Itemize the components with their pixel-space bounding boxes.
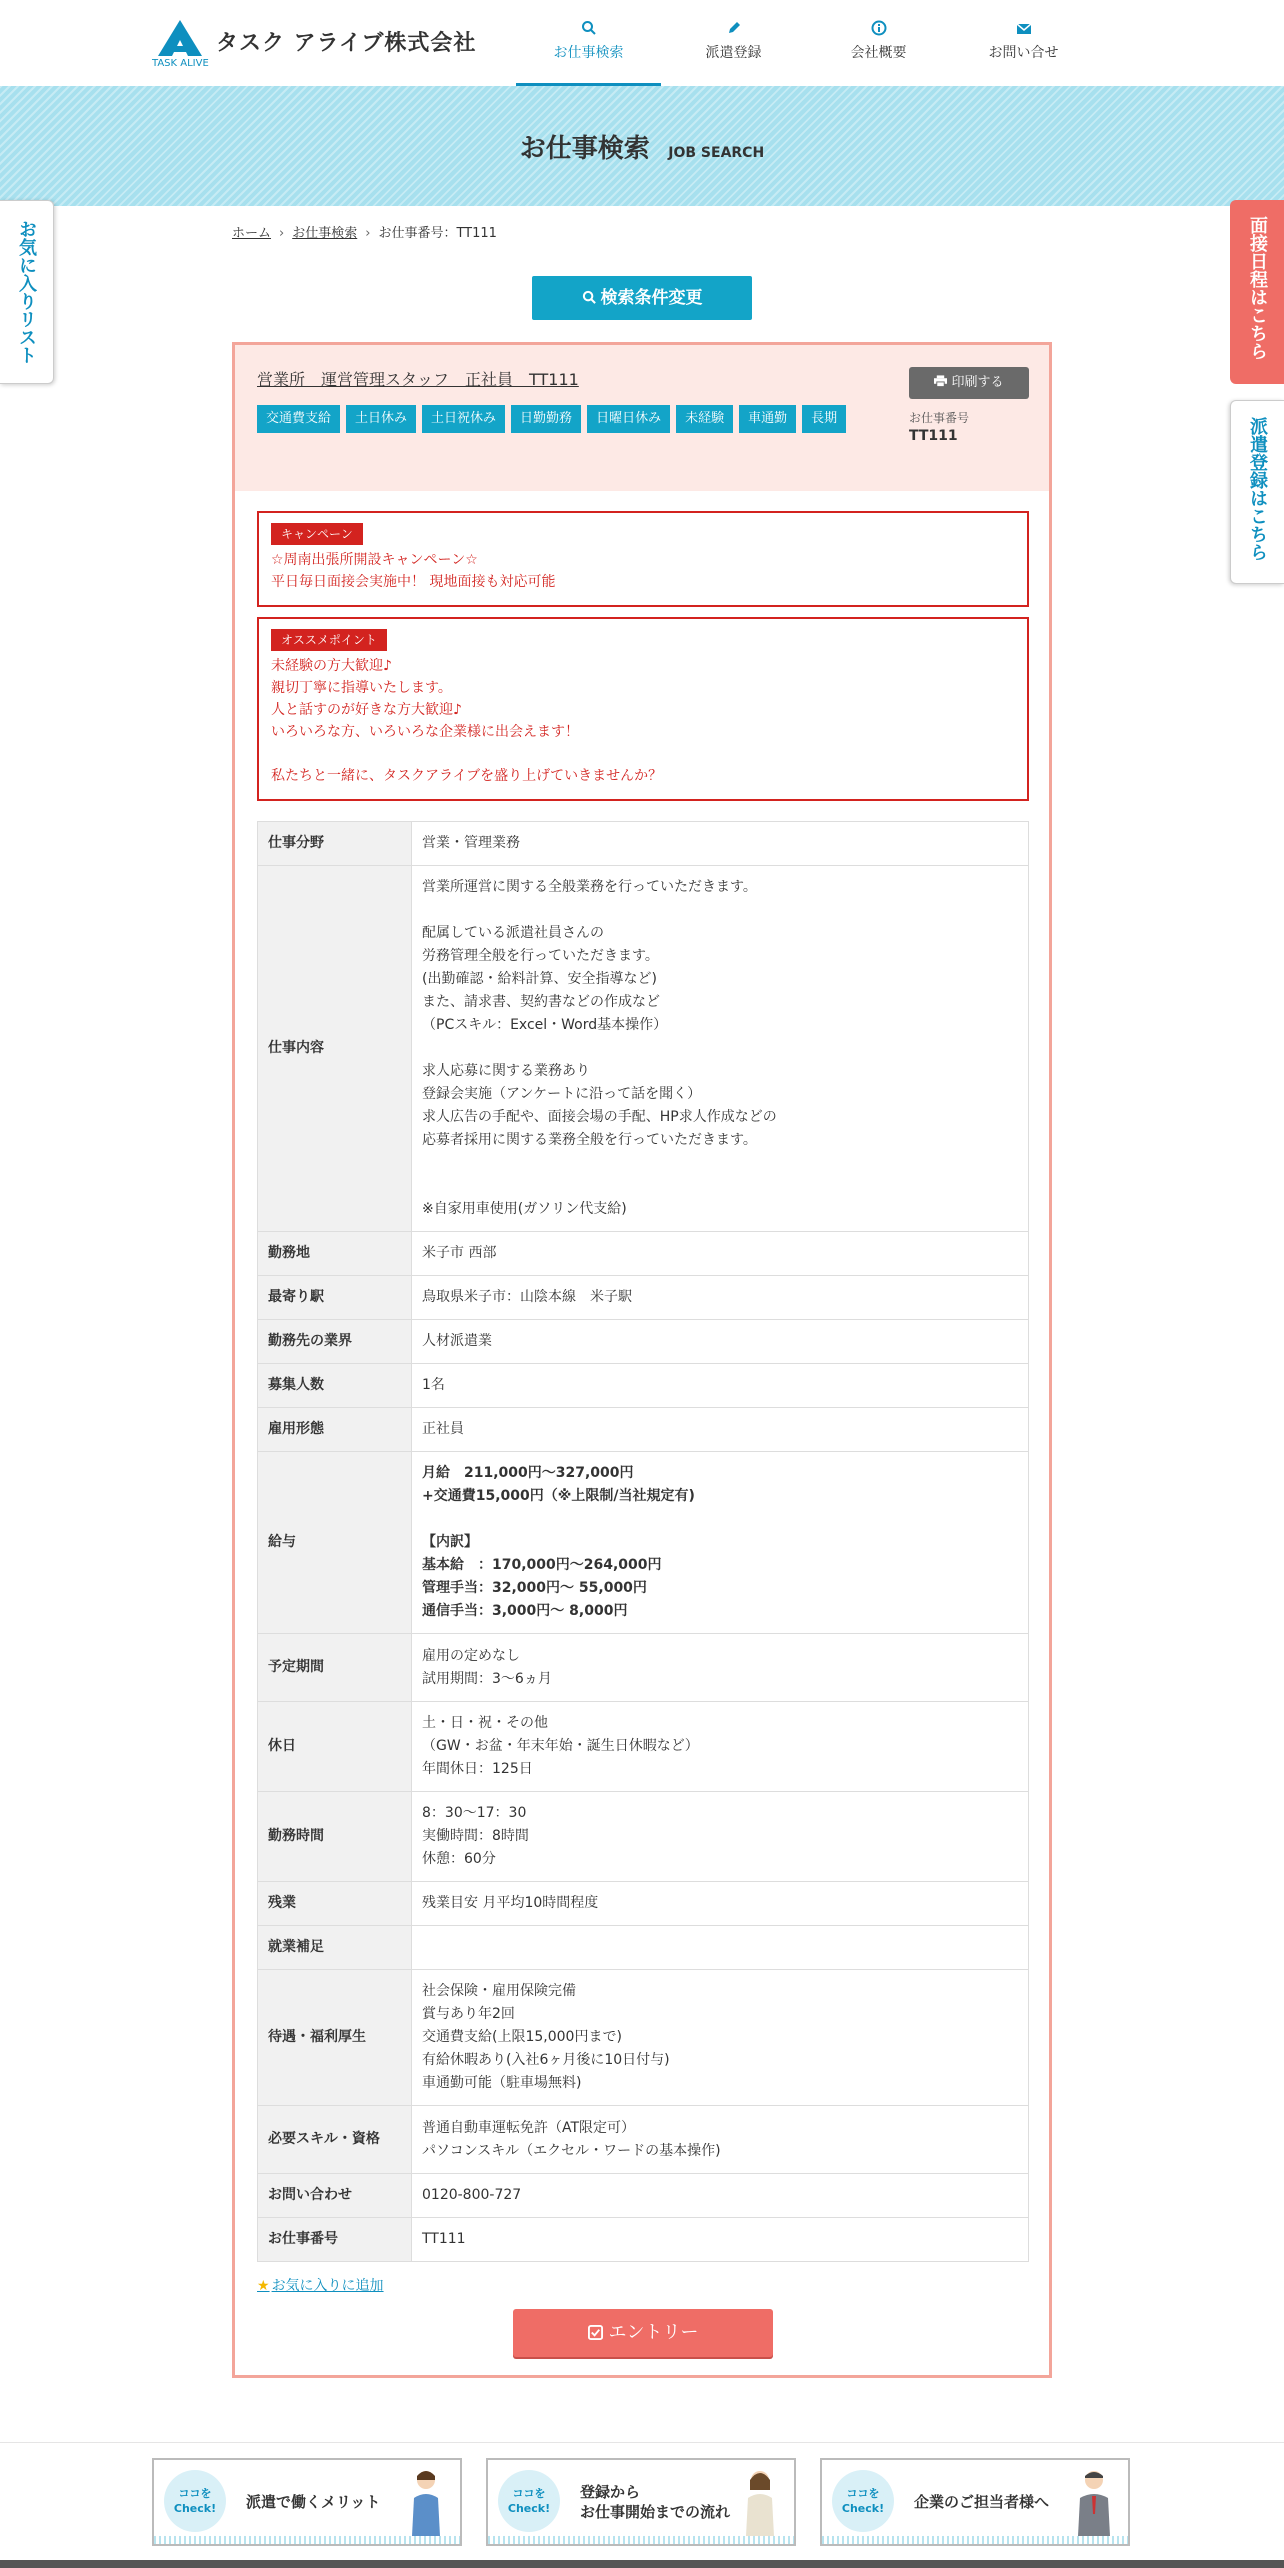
job-tag: 日曜日休み [587,405,670,433]
salary-line: 基本給 ：170,000円～264,000円 [422,1557,662,1573]
job-card-header [235,345,1049,491]
row-label: 勤務時間 [258,1792,412,1882]
table-row [258,2106,1029,2174]
row-label: お問い合わせ [258,2174,412,2218]
campaign-line: 平日毎日面接会実施中！ 現地面接も対応可能 [271,574,556,590]
mail-icon [951,20,1096,42]
recommend-point-line: 親切丁寧に指導いたします。 [271,680,452,696]
nav-company[interactable] [806,0,951,86]
period-line: 試用期間：3～6ヵ月 [422,1670,552,1687]
content-line: 登録会実施（アンケートに沿って話を聞く） [422,1086,702,1102]
row-value [412,1452,1029,1634]
content-line: また、請求書、契約書などの作成など [422,994,660,1010]
checkbox-icon [588,2325,603,2340]
row-label: 必要スキル・資格 [258,2106,412,2174]
row-value [412,1926,1029,1970]
banner-line: 企業のご担当者様へ [914,2493,1050,2511]
table-row [258,2174,1029,2218]
table-row [258,822,1029,866]
content-line [422,1037,1018,1060]
table-row [258,866,1029,1232]
table-row [258,1702,1029,1792]
content-line: 応募者採用に関する業務全般を行っていただきます。 [422,1132,757,1148]
footer-divider [0,2442,1284,2443]
table-row [258,1232,1029,1276]
footer-bar [0,2560,1284,2568]
nav-label: お仕事検索 [553,45,624,61]
hours-line: 休憩：60分 [422,1851,496,1867]
person-illustration-icon [1074,2466,1114,2536]
content-line: 営業所運営に関する全般業務を行っていただきます。 [422,879,757,895]
nav-label: お問い合せ [988,45,1059,61]
favorites-list-tab[interactable]: お気に入りリスト [0,200,54,384]
row-value: TT111 [412,2218,1029,2262]
job-tag: 土日祝休み [422,405,505,433]
job-detail-table [257,821,1029,2262]
check-badge: ココを Check! [832,2470,894,2532]
star-icon: ★ [257,2278,270,2294]
job-number-label: お仕事番号 [909,411,970,425]
banner-label [580,2460,730,2544]
job-card [232,342,1052,2378]
job-tag: 土日休み [346,405,416,433]
campaign-box [257,511,1029,607]
row-label: 最寄り駅 [258,1276,412,1320]
recommend-point-label: オススメポイント [271,629,387,651]
breadcrumb-current: お仕事番号：TT111 [378,226,497,241]
holiday-line: （GW・お盆・年末年始・誕生日休暇など） [422,1738,699,1754]
hours-line: 実働時間：8時間 [422,1828,529,1844]
row-value [412,866,1029,1232]
row-label: 雇用形態 [258,1408,412,1452]
content-line: ※自家用車使用(ガソリン代支給) [422,1201,627,1217]
table-row [258,1364,1029,1408]
holiday-line: 年間休日：125日 [422,1761,533,1777]
row-value: 鳥取県米子市：山陰本線 米子駅 [412,1276,1029,1320]
row-value [412,1970,1029,2106]
job-number-value: TT111 [909,428,958,444]
campaign-line: ☆周南出張所開設キャンペーン☆ [271,552,478,568]
person-illustration-icon [406,2466,446,2536]
row-value: 営業・管理業務 [412,822,1029,866]
recommend-point-line: 人と話すのが好きな方大歓迎♪ [271,702,462,718]
pencil-icon [661,20,806,42]
banner-line: 派遣で働くメリット [246,2493,381,2511]
table-row [258,1320,1029,1364]
recommend-point-line: 未経験の方大歓迎♪ [271,658,392,674]
search-icon [516,20,661,42]
banner-line: 登録から [580,2483,641,2501]
salary-line: 通信手当：3,000円～ 8,000円 [422,1603,628,1619]
content-line: （PCスキル：Excel・Word基本操作） [422,1017,668,1033]
job-tag: 長期 [802,405,846,433]
main-nav [516,0,1096,86]
salary-line [422,1508,1018,1531]
check-badge: ココを Check! [498,2470,560,2532]
row-label: 仕事内容 [258,866,412,1232]
table-row [258,1634,1029,1702]
content-line [422,899,1018,922]
row-value: 米子市 西部 [412,1232,1029,1276]
row-value: 人材派遣業 [412,1320,1029,1364]
row-value: 正社員 [412,1408,1029,1452]
row-label: 勤務地 [258,1232,412,1276]
row-label: 勤務先の業界 [258,1320,412,1364]
benefits-line: 社会保険・雇用保険完備 [422,1983,576,1999]
nav-job-search[interactable] [516,0,661,86]
company-banner[interactable] [820,2458,1130,2546]
banner-label [246,2460,380,2544]
printer-icon [934,375,947,387]
content-line [422,1152,1018,1175]
table-row [258,1452,1029,1634]
salary-line: 【内訳】 [422,1534,478,1550]
page-title [0,128,1284,165]
content-line: 求人応募に関する業務あり [422,1063,590,1079]
holiday-line: 土・日・祝・その他 [422,1715,548,1731]
row-label: 休日 [258,1702,412,1792]
search-change-label: 検索条件変更 [600,288,703,308]
chevron-right-icon: › [279,226,285,241]
content-line: (出勤確認・給料計算、安全指導など) [422,971,657,987]
benefits-line: 車通勤可能（駐車場無料) [422,2075,582,2091]
job-title[interactable]: 営業所 運営管理スタッフ 正社員 TT111 [257,370,579,389]
banner-line: お仕事開始までの流れ [580,2503,731,2521]
row-label: 待遇・福利厚生 [258,1970,412,2106]
search-change-button[interactable] [532,276,752,320]
row-label: 給与 [258,1452,412,1634]
check-badge: ココを Check! [164,2470,226,2532]
footer-banners [152,2458,1132,2550]
salary-line: 管理手当：32,000円～ 55,000円 [422,1580,647,1596]
row-label: 就業補足 [258,1926,412,1970]
site-header [0,0,1284,86]
job-tag: 交通費支給 [257,405,340,433]
logo-text: タスク アライブ株式会社 [216,31,477,56]
row-label: 予定期間 [258,1634,412,1702]
skills-line: 普通自動車運転免許（AT限定可） [422,2119,636,2136]
add-favorite-link[interactable] [257,2275,384,2295]
campaign-label: キャンペーン [271,523,363,545]
row-value: 1名 [412,1364,1029,1408]
print-label: 印刷する [951,375,1004,390]
row-label: 仕事分野 [258,822,412,866]
table-row [258,1408,1029,1452]
nav-label: 派遣登録 [705,45,762,61]
benefits-line: 賞与あり年2回 [422,2006,515,2022]
site-logo[interactable] [152,18,477,72]
content-line: 労務管理全般を行っていただきます。 [422,948,659,964]
person-illustration-icon [740,2466,780,2536]
row-value: 残業目安 月平均10時間程度 [412,1882,1029,1926]
row-label: お仕事番号 [258,2218,412,2262]
print-button[interactable] [909,367,1029,399]
row-label: 残業 [258,1882,412,1926]
hours-line: 8：30～17：30 [422,1805,527,1821]
breadcrumb-home[interactable]: ホーム [232,226,272,241]
page-banner [0,86,1284,206]
job-tags [257,405,867,433]
nav-contact[interactable] [951,0,1096,86]
add-favorite-label: お気に入りに追加 [271,2278,384,2294]
entry-label: エントリー [608,2322,699,2343]
banner-subtitle: JOB SEARCH [668,145,765,161]
banner-title: お仕事検索 [519,134,650,164]
row-value: 0120-800-727 [412,2174,1029,2218]
row-value [412,1634,1029,1702]
salary-line: 月給 211,000円～327,000円 [422,1465,634,1481]
recommend-point-line: 私たちと一緒に、タスクアライブを盛り上げていきませんか？ [271,768,663,784]
table-row [258,1276,1029,1320]
logo-subtext: TASK ALIVE [152,58,209,69]
row-value [412,1792,1029,1882]
breadcrumb [232,222,497,241]
chevron-right-icon: › [365,226,371,241]
nav-register[interactable] [661,0,806,86]
table-row [258,2218,1029,2262]
benefits-line: 有給休暇あり(入社6ヶ月後に10日付与) [422,2052,670,2068]
job-tag: 日勤勤務 [511,405,581,433]
recommend-point-line [271,743,1015,765]
row-value [412,2106,1029,2174]
period-line: 雇用の定めなし [422,1647,520,1664]
benefits-line: 交通費支給(上限15,000円まで) [422,2029,622,2045]
job-tag: 未経験 [676,405,733,433]
salary-line: +交通費15,000円（※上限制/当社規定有) [422,1488,695,1504]
nav-label: 会社概要 [850,45,907,61]
row-value [412,1702,1029,1792]
content-line: 求人広告の手配や、面接会場の手配、HP求人作成などの [422,1109,777,1125]
skills-line: パソコンスキル（エクセル・ワードの基本操作) [422,2142,721,2159]
content-line [422,1175,1018,1198]
recommend-point-line: いろいろな方、いろいろな企業様に出会えます！ [271,724,579,740]
banner-label [914,2460,1049,2544]
table-row [258,1926,1029,1970]
recommend-point-box [257,617,1029,801]
table-row [258,1792,1029,1882]
breadcrumb-search[interactable]: お仕事検索 [292,226,358,241]
table-row [258,1970,1029,2106]
row-label: 募集人数 [258,1364,412,1408]
entry-button[interactable] [513,2309,773,2357]
job-tag: 車通勤 [739,405,796,433]
info-icon [806,20,951,42]
merit-banner[interactable] [152,2458,462,2546]
interview-schedule-tab[interactable]: 面接日程はこちら [1230,200,1284,384]
flow-banner[interactable] [486,2458,796,2546]
register-tab[interactable]: 派遣登録はこちら [1230,400,1284,584]
search-icon [582,290,597,305]
table-row [258,1882,1029,1926]
content-line: 配属している派遣社員さんの [422,925,604,941]
